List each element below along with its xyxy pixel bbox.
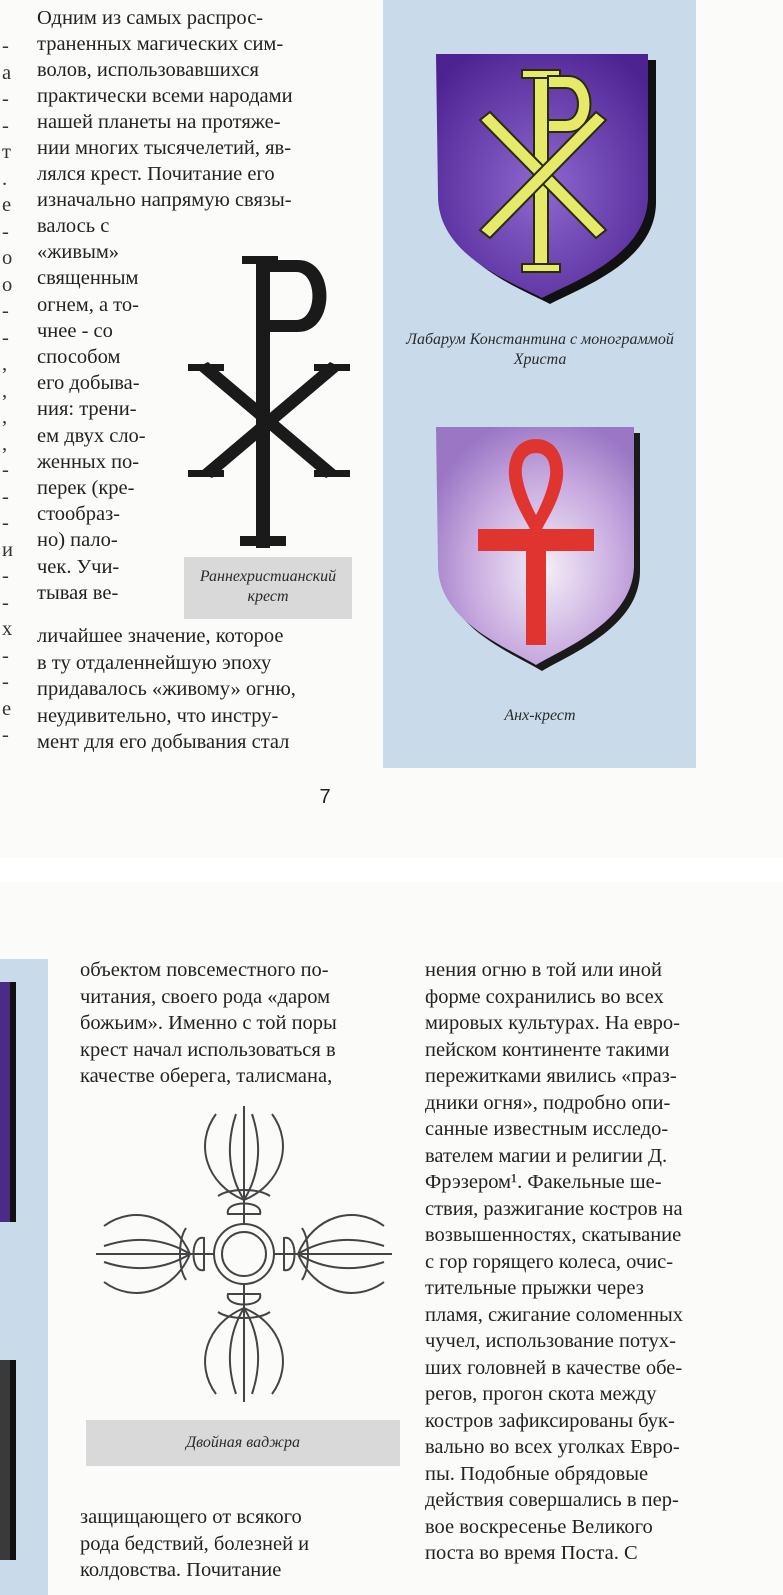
margin-fragment: - xyxy=(2,591,9,614)
cut-shield-top-icon xyxy=(0,982,20,1222)
book-page-bottom xyxy=(0,882,783,1595)
margin-fragment: х xyxy=(2,618,13,640)
ankh-caption: Анх-крест xyxy=(504,707,576,724)
margin-fragment: , xyxy=(2,406,8,428)
page-number: 7 xyxy=(319,786,331,808)
text-line: вателем магии и религии Д. xyxy=(425,1144,668,1167)
text-line: регов, прогон скота между xyxy=(425,1383,657,1405)
text-line: колдовства. Почитание xyxy=(80,1559,282,1581)
text-line: неудивительно, что инстру- xyxy=(37,704,279,727)
text-line: перек (кре- xyxy=(37,477,135,499)
text-line: его добыва- xyxy=(37,372,140,395)
text-line: рода бедствий, болезней и xyxy=(80,1532,310,1555)
margin-fragment: е xyxy=(2,194,12,216)
text-line: пережитками явились «праз- xyxy=(425,1065,677,1087)
ankh-shield-icon xyxy=(432,425,644,675)
margin-fragment: - xyxy=(2,459,9,481)
text-line: придавалось «живому» огню, xyxy=(37,678,296,700)
margin-fragment: - xyxy=(2,300,9,322)
vajra-caption: Двойная ваджра xyxy=(185,1434,301,1451)
margin-fragment: - xyxy=(2,671,9,693)
text-line: нашей планеты на протяже- xyxy=(37,111,281,133)
margin-fragment: - xyxy=(2,512,9,534)
text-line: изначально напрямую связы- xyxy=(37,189,292,211)
margin-fragment: - xyxy=(2,565,9,587)
margin-fragment: - xyxy=(2,724,9,746)
margin-fragment: , xyxy=(2,432,8,455)
margin-fragment: - xyxy=(2,114,9,137)
text-line: стообраз- xyxy=(37,503,120,526)
text-line: пламя, сжигание соломенных xyxy=(425,1303,684,1326)
text-line: валось с xyxy=(37,215,110,237)
text-line: священным xyxy=(37,267,139,290)
text-line: личайшее значение, которое xyxy=(37,625,284,647)
text-line: тывая ве- xyxy=(37,581,119,604)
text-line: ших головней в качестве обе- xyxy=(425,1356,683,1379)
margin-fragment: , xyxy=(2,353,8,375)
text-line: с гор горящего колеса, очис- xyxy=(425,1250,674,1273)
text-line: практически всеми народами xyxy=(37,85,293,107)
margin-fragment: - xyxy=(2,220,9,243)
margin-fragment: е xyxy=(2,697,12,720)
text-line: огнем, а то- xyxy=(37,293,139,316)
text-line: вально во всех уголках Евро- xyxy=(425,1436,680,1458)
text-line: возвышенностях, скатывание xyxy=(425,1224,682,1246)
text-line: форме сохранились во всех xyxy=(425,985,664,1008)
cross-caption: Раннехристианский крест xyxy=(199,568,337,605)
page-gap xyxy=(0,858,783,882)
cut-shield-bottom-icon xyxy=(0,1360,20,1560)
text-line: «живым» xyxy=(37,241,120,264)
text-line: защищающего от всякого xyxy=(80,1506,302,1528)
labarum-caption: Лабарум Константина с монограммой Христа xyxy=(406,331,674,368)
text-line: ем двух сло- xyxy=(37,424,146,447)
text-line: Одним из самых распрос- xyxy=(37,7,264,29)
text-line: нии многих тысячелетий, яв- xyxy=(37,137,292,159)
text-line: тительные прыжки через xyxy=(425,1277,644,1299)
text-line: ния: трени- xyxy=(37,398,137,421)
text-line: пейском континенте такими xyxy=(425,1038,670,1061)
text-line: мировых культурах. На евро- xyxy=(425,1012,681,1034)
text-line: поста во время Поста. С xyxy=(425,1542,638,1564)
text-line: санные известным исследо- xyxy=(425,1118,669,1140)
labarum-shield-icon xyxy=(430,52,666,310)
text-line: ствия, разжигание костров на xyxy=(425,1197,683,1220)
text-line: чучел, использование потух- xyxy=(425,1330,676,1352)
text-line: женных по- xyxy=(37,450,140,473)
early-christian-cross-icon xyxy=(186,250,354,550)
margin-fragment: , xyxy=(2,379,8,402)
text-line: крест начал использоваться в xyxy=(80,1038,336,1061)
margin-fragment: а xyxy=(2,61,12,84)
margin-fragment: т xyxy=(2,141,11,163)
margin-fragment: - xyxy=(2,326,9,349)
text-line: объектом повсеместного по- xyxy=(80,959,329,981)
margin-fragment: - xyxy=(2,644,9,667)
text-line: пы. Подобные обрядовые xyxy=(425,1462,649,1485)
margin-fragment: - xyxy=(2,485,9,508)
text-line: божьим». Именно с той поры xyxy=(80,1012,337,1034)
text-line: волов, использовавшихся xyxy=(37,59,259,81)
margin-fragment: о xyxy=(2,273,13,296)
margin-fragment: - xyxy=(2,88,9,110)
text-line: читания, своего рода «даром xyxy=(80,985,331,1008)
text-line: дники огня», подробно опи- xyxy=(425,1091,671,1114)
text-line: чнее - со xyxy=(37,319,113,342)
double-vajra-icon xyxy=(96,1104,392,1404)
text-line: действия совершались в пер- xyxy=(425,1489,679,1511)
text-line: в ту отдаленнейшую эпоху xyxy=(37,651,272,674)
margin-fragment: . xyxy=(2,167,8,190)
margin-fragment: о xyxy=(2,247,13,269)
text-line: качестве оберега, талисмана, xyxy=(80,1065,333,1087)
margin-fragment: - xyxy=(2,35,9,57)
text-line: чек. Учи- xyxy=(37,555,120,578)
text-line: Фрэзером¹. Факельные ше- xyxy=(425,1171,662,1193)
text-line: способом xyxy=(37,346,121,368)
text-line: траненных магических сим- xyxy=(37,33,284,55)
text-line: но) пало- xyxy=(37,529,118,552)
text-line: нения огню в той или иной xyxy=(425,959,662,981)
text-line: мент для его добывания стал xyxy=(37,731,290,753)
text-line: костров зафиксированы бук- xyxy=(425,1409,675,1432)
text-line: лялся крест. Почитание его xyxy=(37,163,275,185)
margin-fragment: и xyxy=(2,538,13,561)
text-line: вое воскресенье Великого xyxy=(425,1515,653,1538)
